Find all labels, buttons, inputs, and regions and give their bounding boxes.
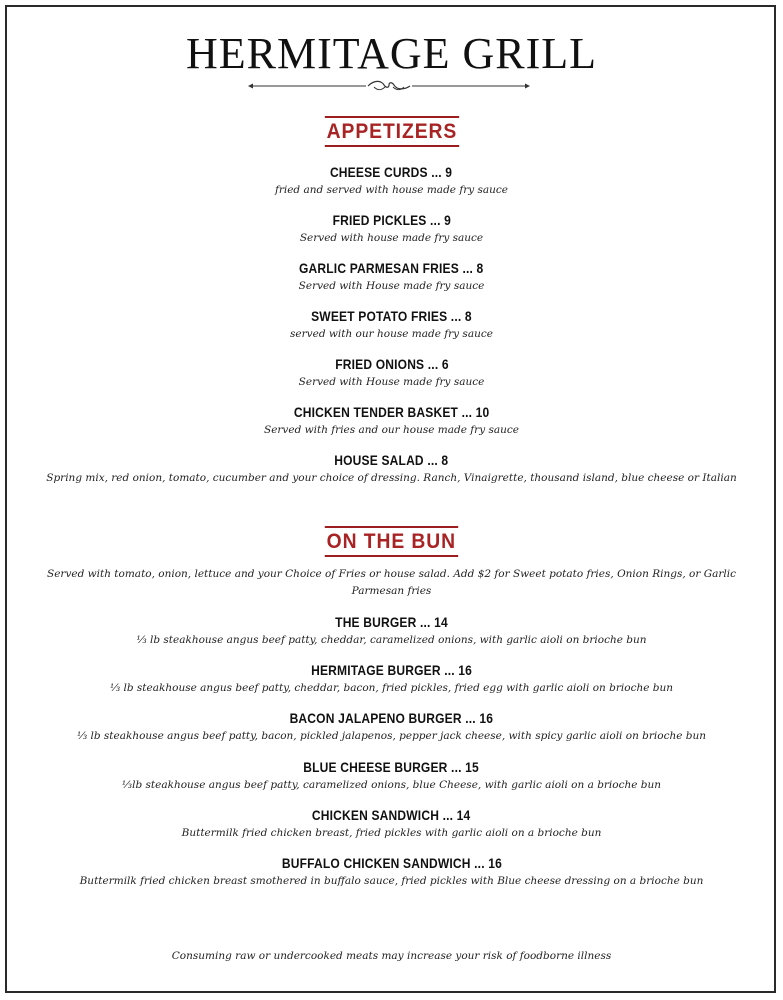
- item-name: BUFFALO CHICKEN SANDWICH ... 16: [281, 855, 502, 871]
- menu-item: [0, 306, 783, 340]
- menu-item: [0, 258, 783, 292]
- item-description: Served with House made fry sauce: [298, 376, 485, 388]
- item-name: THE BURGER ... 14: [335, 614, 448, 630]
- item-description: Served with fries and our house made fry sauce: [264, 424, 519, 436]
- item-name: CHICKEN SANDWICH ... 14: [312, 807, 471, 823]
- section-note: Served with tomato, onion, lettuce and your Choice of Fries or house salad. Add $2 for Sweet potato fries, Onion Rings, or Garlic Parmesan fries: [47, 568, 736, 597]
- item-description: Buttermilk fried chicken breast smothered in buffalo sauce, fried pickles with Blue cheese dressing on a brioche bun: [79, 875, 704, 887]
- health-disclaimer: Consuming raw or undercooked meats may increase your risk of foodborne illness: [171, 950, 612, 962]
- menu-item: [0, 402, 783, 436]
- restaurant-title: HERMITAGE GRILL: [185, 29, 598, 78]
- menu-item: [0, 612, 783, 646]
- menu-item: [0, 805, 783, 839]
- menu-item: [0, 660, 783, 694]
- menu-item: [0, 708, 783, 742]
- menu-item: [0, 210, 783, 244]
- item-name: CHEESE CURDS ... 9: [330, 164, 453, 180]
- item-description: Spring mix, red onion, tomato, cucumber and your choice of dressing. Ranch, Vinaigrette, thousand island, blue cheese or Italian: [46, 472, 737, 484]
- item-description: Served with House made fry sauce: [298, 280, 485, 292]
- item-name: FRIED PICKLES ... 9: [332, 212, 451, 228]
- item-name: HOUSE SALAD ... 8: [334, 452, 449, 468]
- item-name: BLUE CHEESE BURGER ... 15: [303, 759, 480, 775]
- item-description: ⅓lb steakhouse angus beef patty, caramelized onions, blue Cheese, with garlic aioli on a brioche bun: [121, 779, 662, 791]
- item-description: Buttermilk fried chicken breast, fried pickles with garlic aioli on a brioche bun: [181, 827, 602, 839]
- on-the-bun-heading: ON THE BUN: [0, 526, 783, 557]
- menu-item: [0, 450, 783, 484]
- item-name: SWEET POTATO FRIES ... 8: [311, 308, 472, 324]
- item-name: HERMITAGE BURGER ... 16: [311, 662, 472, 678]
- menu-item: [0, 853, 783, 887]
- menu-item: [0, 162, 783, 196]
- menu-item: [0, 354, 783, 388]
- item-name: BACON JALAPENO BURGER ... 16: [289, 710, 494, 726]
- item-description: ⅓ lb steakhouse angus beef patty, bacon, pickled jalapenos, pepper jack cheese, with spicy garlic aioli on brioche bun: [76, 730, 707, 742]
- item-name: GARLIC PARMESAN FRIES ... 8: [299, 260, 484, 276]
- page-border: [5, 5, 776, 993]
- item-name: FRIED ONIONS ... 6: [334, 356, 449, 372]
- item-description: served with our house made fry sauce: [290, 328, 493, 340]
- item-name: CHICKEN TENDER BASKET ... 10: [293, 404, 490, 420]
- menu-item: [0, 757, 783, 791]
- item-description: ⅓ lb steakhouse angus beef patty, cheddar, bacon, fried pickles, fried egg with garlic aioli on brioche bun: [109, 682, 674, 694]
- item-description: fried and served with house made fry sauce: [274, 184, 509, 196]
- appetizers-heading: APPETIZERS: [0, 116, 783, 147]
- item-description: ⅓ lb steakhouse angus beef patty, cheddar, caramelized onions, with garlic aioli on brioche bun: [136, 634, 647, 646]
- item-description: Served with house made fry sauce: [299, 232, 484, 244]
- flourish-divider-icon: [248, 76, 530, 96]
